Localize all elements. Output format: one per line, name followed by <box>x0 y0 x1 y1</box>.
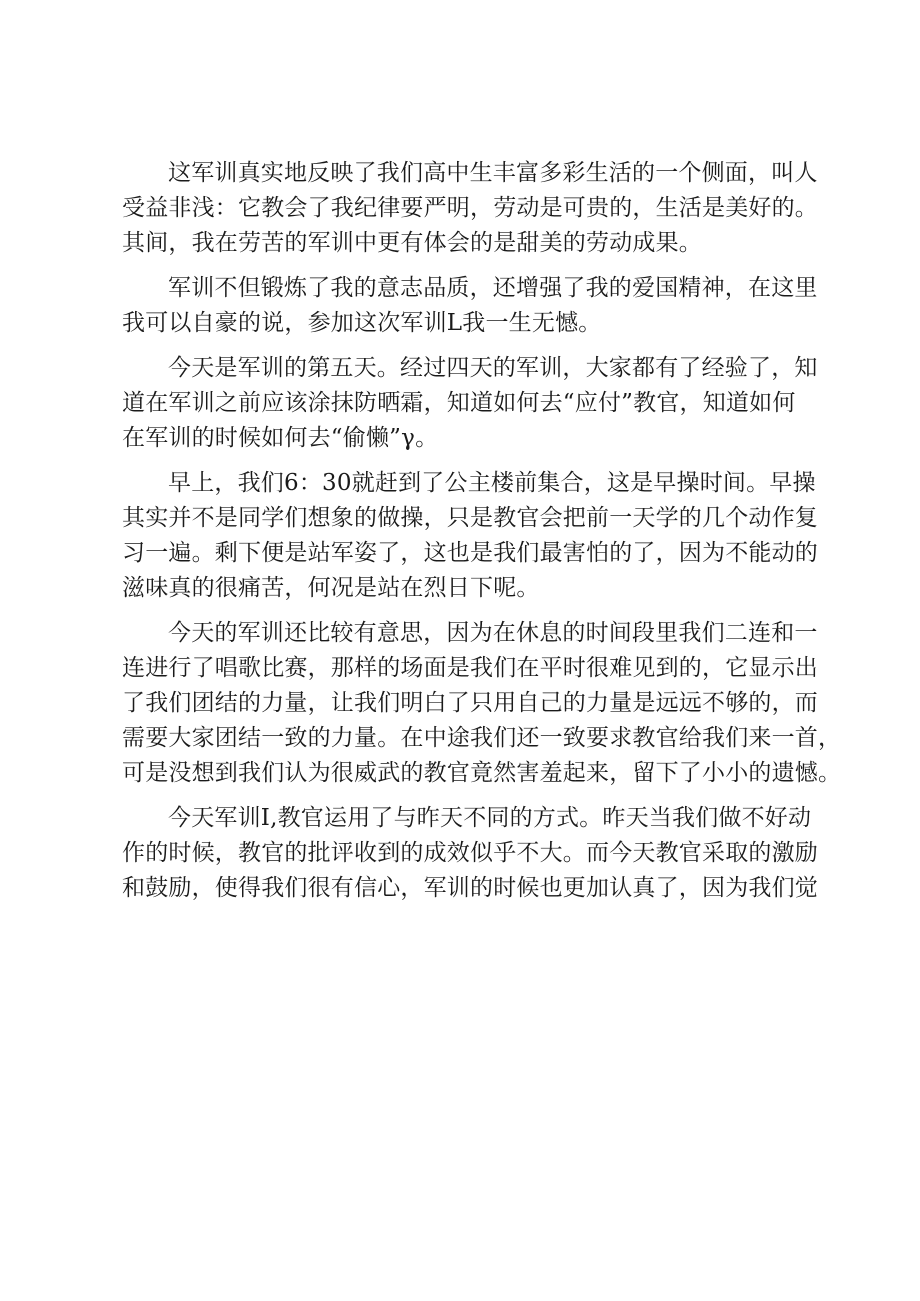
text-line: 可是没想到我们认为很威武的教官竟然害羞起来，留下了小小的遗憾。 <box>122 760 842 786</box>
text-line: 需要大家团结一致的力量。在中途我们还一致要求教官给我们来一首， <box>122 725 842 751</box>
text-line: 其实并不是同学们想象的做操，只是教官会把前一天学的几个动作复 <box>122 505 818 531</box>
paragraph-2 <box>122 271 822 341</box>
paragraph-3 <box>122 351 822 456</box>
text-line: 道在军训之前应该涂抹防晒霜，知道如何去“应付”教官，知道如何 <box>122 390 796 416</box>
text-line: 早上，我们6：30就赶到了公主楼前集合，这是早操时间。早操 <box>168 470 816 496</box>
text-line: 其间，我在劳苦的军训中更有体会的是甜美的劳动成果。 <box>122 230 702 256</box>
text-line: 受益非浅：它教会了我纪律要严明，劳动是可贵的，生活是美好的。 <box>122 195 818 221</box>
text-line: 我可以自豪的说，参加这次军训L我一生无憾。 <box>122 310 602 336</box>
paragraph-4 <box>122 466 822 606</box>
text-line: 在军训的时候如何去“偷懒”γ。 <box>122 425 439 451</box>
text-line: 习一遍。剩下便是站军姿了，这也是我们最害怕的了，因为不能动的 <box>122 540 818 566</box>
text-line: 今天军训I,教官运用了与昨天不同的方式。昨天当我们做不好动 <box>168 805 812 831</box>
text-line: 这军训真实地反映了我们高中生丰富多彩生活的一个侧面，叫人 <box>168 160 818 186</box>
document-body <box>122 156 842 916</box>
text-line: 了我们团结的力量，让我们明白了只用自己的力量是远远不够的，而 <box>122 690 818 716</box>
text-line: 连进行了唱歌比赛，那样的场面是我们在平时很难见到的，它显示出 <box>122 655 818 681</box>
text-line: 和鼓励，使得我们很有信心，军训的时候也更加认真了，因为我们觉 <box>122 875 818 901</box>
paragraph-6 <box>122 801 822 906</box>
paragraph-1 <box>122 156 822 261</box>
text-line: 今天是军训的第五天。经过四天的军训，大家都有了经验了，知 <box>168 355 818 381</box>
text-line: 今天的军训还比较有意思，因为在休息的时间段里我们二连和一 <box>168 620 818 646</box>
text-line: 军训不但锻炼了我的意志品质，还增强了我的爱国精神，在这里 <box>168 275 818 301</box>
paragraph-5 <box>122 616 842 791</box>
text-line: 滋味真的很痛苦，何况是站在烈日下呢。 <box>122 575 540 601</box>
text-line: 作的时候，教官的批评收到的成效似乎不大。而今天教官采取的激励 <box>122 840 818 866</box>
